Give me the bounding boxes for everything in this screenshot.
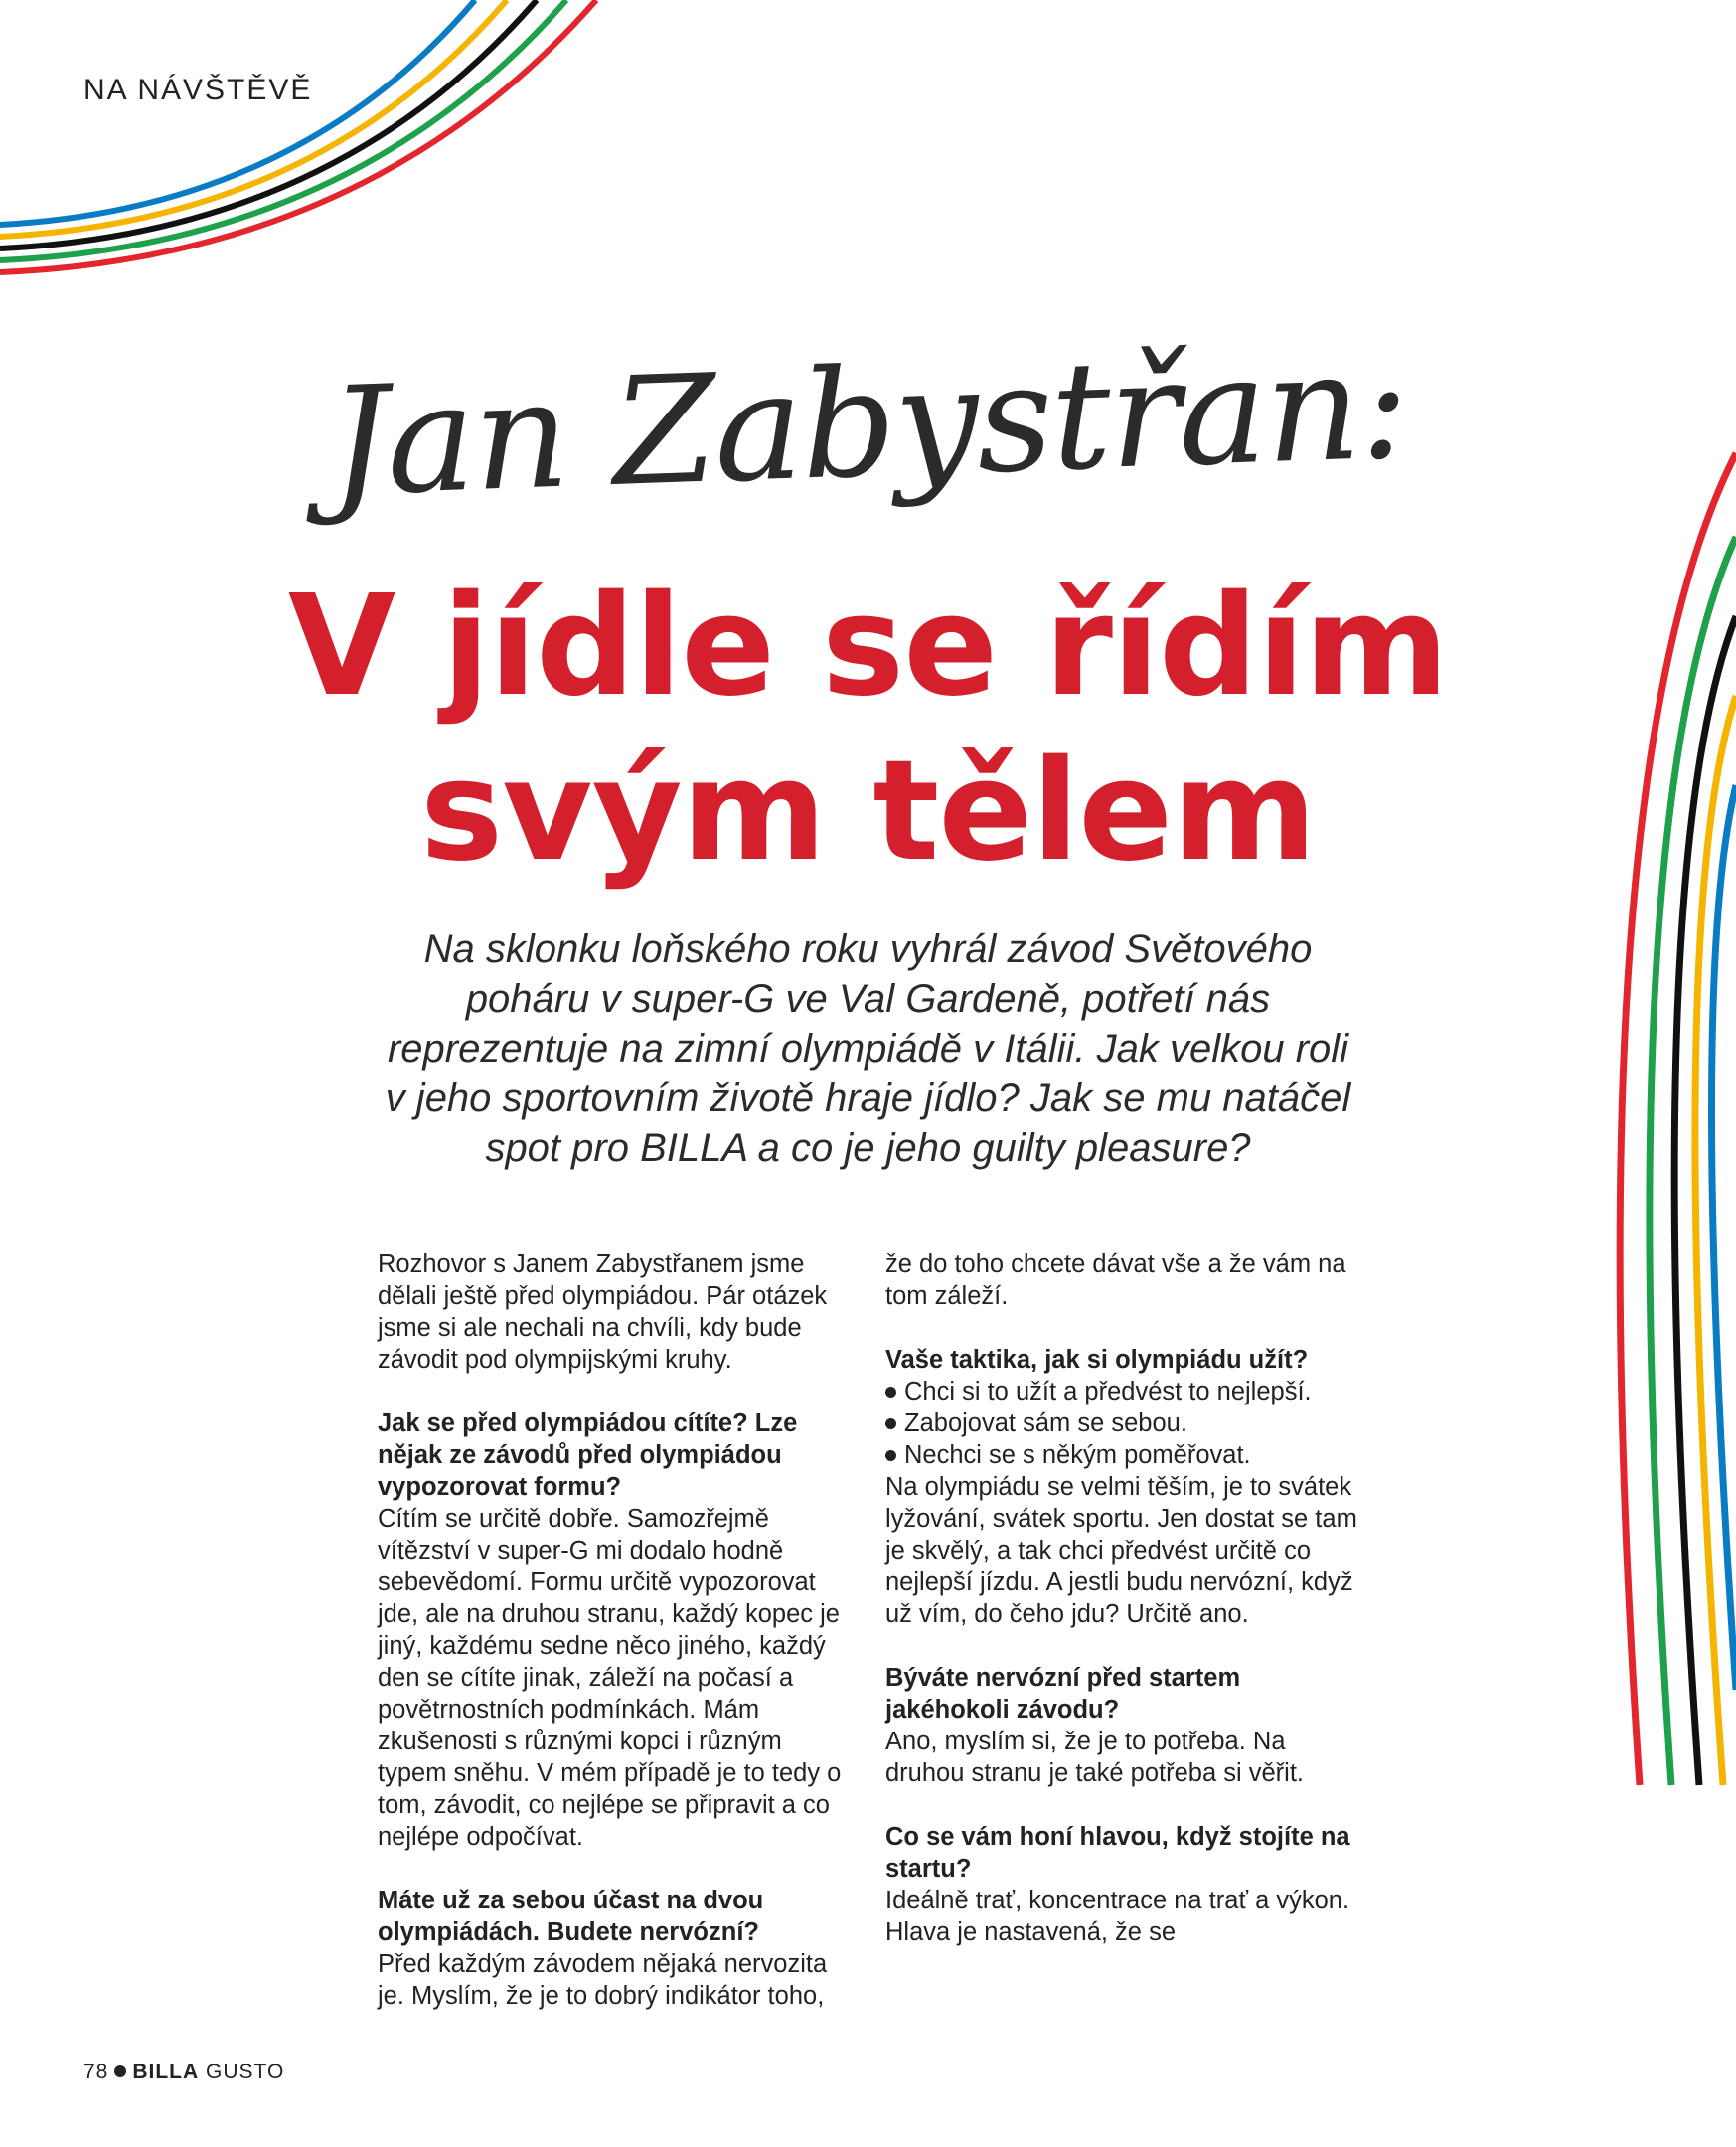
- question: Jak se před olympiádou cítíte? Lze nějak ze závodů před olympiádou vypozorovat formu?: [378, 1409, 798, 1501]
- answer: Na olympiádu se velmi těším, je to svátek lyžování, svátek sportu. Jen dostat se tam je skvělý, a tak chci předvést určitě co nejlepší jízdu. A jestli budu nervózní, když už vím, do čeho jdu? Určitě ano.: [885, 1473, 1357, 1628]
- bullet-item: Chci si to užít a předvést to nejlepší.: [885, 1376, 1357, 1407]
- question: Máte už za sebou účast na dvou olympiádách. Budete nervózní?: [378, 1887, 764, 1946]
- question: Býváte nervózní před startem jakéhokoli závodu?: [885, 1664, 1241, 1724]
- section-label: NA NÁVŠTĚVĚ: [83, 74, 313, 106]
- page-number: 78: [83, 2061, 109, 2083]
- lead-line: v jeho sportovním životě hraje jídlo? Jak se mu natáčel: [385, 1076, 1351, 1120]
- bullet-item: Nechci se s někým poměřovat.: [885, 1439, 1357, 1471]
- intro-paragraph: Rozhovor s Janem Zabystřanem jsme dělali ještě před olympiádou. Pár otázek jsme si ale nechali na chvíli, kdy bude závodit pod olympijskými kruhy.: [378, 1250, 828, 1374]
- lead-line: reprezentuje na zimní olympiádě v Itálii. Jak velkou roli: [387, 1027, 1349, 1071]
- title-headline-line-1: V jídle se řídím: [287, 566, 1449, 728]
- footer-brand: BILLA: [132, 2061, 200, 2083]
- question: Vaše taktika, jak si olympiádu užít?: [885, 1346, 1309, 1374]
- lead-paragraph: [338, 924, 1398, 1173]
- bullet-dot-icon: [114, 2065, 126, 2077]
- footer-magazine: GUSTO: [206, 2061, 285, 2083]
- answer: Ideálně trať, koncentrace na trať a výkon. Hlava je nastavená, že se: [885, 1887, 1350, 1946]
- page-footer: [83, 2061, 284, 2084]
- title-headline: [0, 565, 1736, 895]
- title-name: Jan Zabystřan:: [325, 319, 1411, 530]
- article-column-right: [885, 1248, 1357, 1948]
- top-left-stripes: [0, 0, 596, 272]
- lead-line: poháru v super-G ve Val Gardeně, potřetí nás: [465, 977, 1271, 1021]
- article-column-left: [378, 1248, 850, 2012]
- title-headline-line-2: svým tělem: [419, 731, 1317, 893]
- lead-line: spot pro BILLA a co je jeho guilty pleasure?: [485, 1126, 1251, 1170]
- answer: Ano, myslím si, že je to potřeba. Na druhou stranu je také potřeba si věřit.: [885, 1728, 1304, 1787]
- answer: Cítím se určitě dobře. Samozřejmě vítězství v super-G mi dodalo hodně sebevědomí. Formu určitě vypozorovat jde, ale na druhou stranu, každý kopec je jiný, každému sedne něco jiného, každý den se cítíte jinak, záleží na počasí a povětrnostních podmínkách. Mám zkušenosti s různými kopci i různým typem sněhu. V mém případě je to tedy o tom, závodit, co nejlépe se připravit a co nejlépe odpočívat.: [378, 1505, 842, 1851]
- lead-line: Na sklonku loňského roku vyhrál závod Světového: [423, 927, 1313, 971]
- answer: Před každým závodem nějaká nervozita je. Myslím, že je to dobrý indikátor toho,: [378, 1950, 828, 2010]
- question: Co se vám honí hlavou, když stojíte na startu?: [885, 1823, 1350, 1883]
- bullet-item: Zabojovat sám se sebou.: [885, 1407, 1357, 1439]
- answer-continuation: že do toho chcete dávat vše a že vám na tom záleží.: [885, 1250, 1346, 1310]
